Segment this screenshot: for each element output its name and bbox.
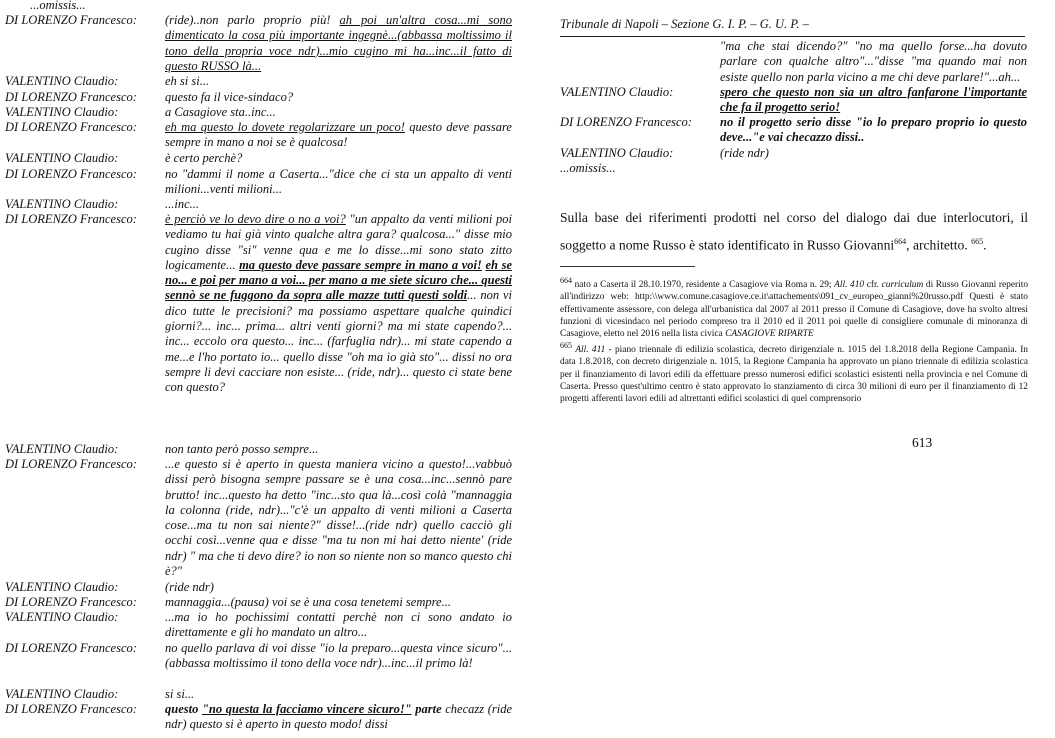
speaker-name: VALENTINO Claudio:	[5, 105, 119, 119]
plain-text: ... non vi dico tutte le precisioni? ma possiamo aspettare qualche quindici giorni?... inc... prima... altri venti giorni? ma mi state capendo?... inc... eccolo ora questo... inc... (farfuglia ndr)... mi state capendo a me...e l'ho portato io... quello disse "oh ma io già sto"... dissi no ora sempre li devi cacciare non esiste... (ride, ndr)... questo ci state bene con questo?	[165, 288, 512, 395]
body-paragraph	[560, 206, 1028, 258]
speech-text	[165, 457, 512, 579]
emphasized-text: ma questo deve passare sempre in mano a voi!	[239, 257, 482, 272]
speech-text	[165, 580, 512, 595]
speaker-name: DI LORENZO Francesco:	[5, 641, 137, 655]
footnote-text: di Russo Giovanni reperito all'indirizzo web:	[560, 280, 1029, 303]
speaker-name: VALENTINO Claudio:	[5, 197, 119, 211]
speech-text	[165, 13, 512, 74]
speaker-name: DI LORENZO Francesco:	[5, 167, 137, 181]
plain-text: ...ma io ho pochissimi contatti perchè non ci sono andato io direttamente e gli ho mandato un altro...	[165, 610, 512, 640]
speaker-name: DI LORENZO Francesco:	[5, 457, 137, 471]
plain-text: (ride ndr)	[165, 580, 214, 594]
speaker-name: VALENTINO Claudio:	[5, 151, 119, 165]
paragraph-text: .	[983, 237, 987, 253]
speech-text	[720, 146, 1027, 161]
plain-text: checazz (ride ndr) questo si è aperto in questo modo! dissi	[165, 702, 513, 732]
speech-text	[165, 105, 512, 120]
footnote-text: - piano triennale di edilizia scolastica, decreto dirigenziale n. 1015 del 1.8.2018 della Regione Campania. In data 1.8.2018, con decreto dirigenziale n. 1015, la Regione Campania ha approvato un piano triennale di edilizia scolastica per il finanziamento di lavori edili da effettuare presso numerosi edifici scolastici esistenti nella provincia e nel Comune di Caserta. Presso quest'ultimo centro è stato approvato lo stanziamento di circa 30 milioni di euro per il finanziamento di 12 progetti afferenti lavori edili ad altrettanti edifici scolastici di quel comprensorio	[560, 345, 1028, 405]
plain-text: "ma che stai dicendo?" "no ma quello forse...ha dovuto parlare con qualche altro"..."disse "ma quando mai non esiste quello non parla vicino a me chi deve parlare!"...ah...	[720, 39, 1027, 84]
speaker-name: DI LORENZO Francesco:	[560, 115, 692, 129]
speech-text	[165, 74, 512, 89]
speech-text	[165, 641, 512, 672]
speaker-name: DI LORENZO Francesco:	[5, 212, 137, 226]
speech-text	[165, 702, 512, 733]
plain-text: si si...	[165, 687, 195, 701]
emphasized-text: no il progetto serio disse "io lo preparo proprio io questo deve..."e vai checazzo dissi..	[720, 115, 1027, 145]
plain-text: questo deve passare sempre in mano a noi se è qualcosa!	[165, 120, 512, 150]
omissis-marker: ...omissis...	[560, 161, 616, 175]
speech-text	[165, 120, 512, 151]
speech-text	[165, 442, 512, 457]
speech-text	[165, 167, 512, 198]
emphasized-text: eh se no... e poi per mano a voi... per mano a me siete sicuro che... questi sennò se ne fuggono da sopra alle mazze tutti questi soldi	[165, 257, 513, 303]
speech-text	[165, 212, 512, 396]
emphasized-text: parte	[411, 702, 442, 716]
footnote-number: 664	[560, 276, 572, 285]
speech-text	[165, 151, 512, 166]
speech-text	[165, 610, 512, 641]
speaker-name: VALENTINO Claudio:	[5, 580, 119, 594]
speech-text	[720, 115, 1027, 146]
footnote-text: cfr.	[864, 280, 882, 291]
footnote-665	[560, 340, 1028, 405]
plain-text: mannaggia...(pausa) voi se è una cosa tenetemi sempre...	[165, 595, 451, 609]
emphasized-text: spero che questo non sia un altro fanfarone l'importante che fa il progetto serio!	[720, 85, 1027, 115]
speaker-name: DI LORENZO Francesco:	[5, 120, 137, 134]
speech-text	[165, 197, 512, 212]
footnote-text: curriculum	[881, 280, 924, 291]
speaker-name: VALENTINO Claudio:	[560, 146, 674, 160]
speaker-name: DI LORENZO Francesco:	[5, 595, 137, 609]
attachment-ref: All. 411	[575, 345, 606, 356]
emphasized-text: è perciò ve lo devo dire o no a voi?	[165, 212, 346, 226]
emphasized-text: ah poi un'altra cosa...mi sono dimenticato la cosa più importante ingegnè...(abbassa moltissimo il tono della propria voce ndr)...mio cugino mi ha...inc...il fatto di questo RUSSO là...	[165, 13, 512, 73]
url-link[interactable]: http:\\www.comune.casagiove.ce.it\attachements\091_cv_europeo_gianni%20russo.pdf	[634, 292, 964, 303]
plain-text: (ride ndr)	[720, 146, 769, 160]
speaker-name: VALENTINO Claudio:	[560, 85, 674, 99]
attachment-ref: All. 410	[834, 280, 865, 291]
speaker-name: VALENTINO Claudio:	[5, 610, 119, 624]
right-page	[525, 0, 1055, 738]
speaker-name: DI LORENZO Francesco:	[5, 13, 137, 27]
plain-text: "un appalto da venti milioni poi vediamo tu hai già vinto qualche altra gara? qualcosa..." disse mio cugino disse "si" venne qua e me lo disse...mi sono stato zitto logicamente...	[165, 212, 512, 272]
footnote-ref-665[interactable]: 665	[971, 237, 984, 246]
plain-text: ...inc...	[165, 197, 200, 211]
plain-text: ...e questo si è aperto in questa maniera vicino a questo!...vabbuò dissi però bisogna sempre passare se è una cosa...inc...sennò pare brutto! inc...questo ha detto "inc...sto qua là...così colà "mannaggia la colonna (ride, ndr)..."c'è un appalto di venti milioni a Caserta cose...ma tu non sai niente?" disse!...(ride ndr) quello cacciò gli occhi così...venne qua e disse "ma tu non mi hai detto niente' (ride ndr) " ma che ti devo dire? io non so niente non so manco questo chi è?"	[165, 457, 512, 579]
emphasized-text: "no questa la facciamo vincere sicuro!"	[201, 702, 412, 716]
omissis-marker: ...omissis...	[30, 0, 86, 12]
page-header: Tribunale di Napoli – Sezione G. I. P. – G. U. P. –	[560, 17, 1025, 37]
speaker-name: VALENTINO Claudio:	[5, 687, 119, 701]
speaker-name: VALENTINO Claudio:	[5, 74, 119, 88]
speaker-name: DI LORENZO Francesco:	[5, 90, 137, 104]
left-page	[0, 0, 522, 738]
plain-text: a Casagiove sta..inc...	[165, 105, 276, 119]
plain-text: eh si si...	[165, 74, 210, 88]
list-name: CASAGIOVE RIPARTE	[725, 328, 814, 339]
plain-text: questo fa il vice-sindaco?	[165, 90, 294, 104]
page-number: 613	[912, 435, 933, 450]
paragraph-text: , architetto.	[906, 237, 972, 253]
speech-text	[165, 595, 512, 610]
speech-text	[720, 39, 1027, 85]
plain-text: no quello parlava di voi disse "io la preparo...questa vince sicuro"...(abbassa moltissimo il tono della voce ndr)...inc...il primo là!	[165, 641, 512, 671]
speaker-name: DI LORENZO Francesco:	[5, 702, 137, 716]
plain-text: (ride)..non parlo proprio più!	[165, 13, 340, 27]
footnote-text: nato a Caserta il 28.10.1970, residente a Casagiove via Roma n. 29;	[572, 280, 835, 291]
emphasized-text: eh ma questo lo dovete regolarizzare un poco!	[165, 120, 405, 134]
footnote-separator	[560, 266, 695, 267]
speech-text	[165, 90, 512, 105]
paragraph-text: Sulla base dei riferimenti prodotti nel corso del dialogo dai due interlocutori, il soggetto a nome Russo è stato identificato in Russo Giovanni	[560, 210, 1028, 253]
plain-text: non tanto però posso sempre...	[165, 442, 319, 456]
speech-text	[720, 85, 1027, 116]
footnote-ref-664[interactable]: 664	[894, 237, 907, 246]
footnote-number: 665	[560, 341, 572, 351]
speaker-name: VALENTINO Claudio:	[5, 442, 119, 456]
speech-text	[165, 687, 512, 702]
footnotes	[560, 275, 1028, 405]
footnote-664	[560, 275, 1028, 340]
emphasized-text: questo	[165, 702, 202, 716]
plain-text: no "dammi il nome a Caserta..."dice che ci sta un appalto di venti milioni...venti milioni...	[165, 167, 512, 197]
footnote-text: Questi è stato effettivamente assessore, con delega all'urbanistica dal 2007 al 2011 presso il Comune di Casagiove, dove ha svolto altresì funzioni di vicesindaco nel periodo compreso tra il 2010 ed il 2011 poi quelle di consigliere comunale di minoranza di Casagiove, eletto nel 2016 nella lista civica	[560, 292, 1028, 339]
plain-text: è certo perchè?	[165, 151, 243, 165]
